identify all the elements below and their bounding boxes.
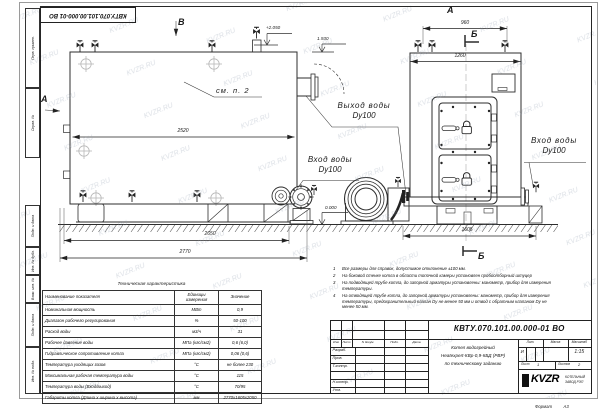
tech-table — [42, 290, 262, 404]
elevation-top: +2.050 — [266, 25, 281, 30]
margin-box-6 — [25, 303, 40, 347]
table-row: Номинальная мощность МВт 0,9 — [43, 305, 262, 316]
port-label-inlet-left — [301, 156, 359, 174]
sheets-value: 2 — [578, 361, 581, 367]
doc-number-stamp-box — [40, 7, 136, 23]
margin-box-3 — [25, 205, 40, 247]
note-item: 4 На отводящей трубе котла, до запорной арматуры установлены: манометр, прибор для измерения температуры, предохранительный клапан Dу не менее 50 мм и отвод с обратным клапаном Dу не менее 50 мм. — [333, 292, 550, 310]
product-name-line2: Heatexpert-КВр-0,9-КБД (РВР) — [440, 353, 506, 358]
margin-box-2 — [25, 88, 40, 158]
margin-label: Инв. № дубл. — [30, 249, 35, 273]
view-label-b-bottom: Б — [478, 251, 485, 261]
dim-front-body: 1260 — [454, 53, 466, 59]
margin-label: Инв. № подл. — [30, 359, 35, 382]
table-row: Гидравлическое сопротивление котла МПа (кгс/см2) 0,06 (0,6) — [43, 349, 262, 360]
see-note-label: см. п. 2 — [216, 86, 250, 95]
view-label-a-side: А — [41, 94, 48, 104]
table-row: Максимальная рабочая температура воды °С 115 — [43, 371, 262, 382]
lit-header: Лит. — [526, 339, 535, 344]
tech-table-title: Техническая характеристика — [117, 281, 186, 287]
row-label-nkontr: Н.контр. — [332, 379, 349, 384]
title-block-doc-number: КВТУ.070.101.00.000-01 ВО — [453, 324, 565, 333]
notes-list — [333, 266, 557, 311]
row-label-prov: Пров. — [332, 355, 343, 360]
note-item: 3 На подводящей трубе котла, до запорной арматуры установлены: манометр, прибор для измерения температуры. — [333, 280, 551, 291]
inlet-size: Dy100 — [318, 164, 342, 174]
dim-front-top: 960 — [460, 20, 470, 26]
kvzr-logo-mark-icon — [522, 374, 529, 387]
dim-side-base: 2650 — [204, 230, 216, 237]
outlet-size: Dy100 — [352, 110, 376, 120]
margin-label: Подп. и дата — [30, 313, 35, 337]
port-label-outlet — [330, 102, 398, 120]
col-header: Наименование показателя — [43, 291, 175, 305]
table-row: Диапазон рабочего регулирования % 50-100 — [43, 316, 262, 327]
rev-header: Подп. — [390, 339, 399, 344]
col-header: Значение — [219, 291, 262, 305]
margin-label: Справ. № — [30, 114, 35, 132]
inlet-size: Dy100 — [542, 145, 566, 155]
tech-table-header — [43, 291, 262, 305]
lit-value: И — [520, 349, 524, 354]
row-label-razrab: Разраб. — [332, 347, 347, 352]
note-item: 1 Все размеры для справок, допустимое отклонение ±100 мм. — [333, 266, 466, 271]
dim-side-overall: 2770 — [179, 248, 191, 255]
product-name-line3: по техническому заданию — [444, 361, 502, 366]
outlet-name: Выход воды — [337, 101, 391, 110]
sheets-label: Листов — [558, 362, 571, 366]
kvzr-logo-text: KVZR — [531, 373, 559, 385]
margin-box-4 — [25, 247, 40, 275]
rev-header: Изм — [333, 339, 339, 344]
dim-side-body: 2520 — [177, 127, 189, 134]
view-label-a-front: А — [447, 5, 454, 15]
view-label-b-top: Б — [471, 29, 478, 39]
view-label-v: В — [178, 17, 185, 27]
margin-box-5 — [25, 275, 40, 303]
table-row: Расход воды м3/ч 31 — [43, 327, 262, 338]
dim-front-base: 1605 — [461, 227, 473, 233]
sheet-value: 1 — [537, 361, 540, 367]
port-label-inlet-right — [522, 137, 586, 155]
table-row: Габариты котла (Длина х ширина х высота) мм 2770х1605х2050 — [43, 393, 262, 404]
table-row: Рабочее давление воды МПа (кгс/см2) 0,6 (6,0) — [43, 338, 262, 349]
inlet-name: Вход воды — [307, 155, 353, 164]
rev-header: N докум. — [361, 339, 375, 344]
margin-box-7 — [25, 347, 40, 394]
logo-subtext-1: КОТЕЛЬНЫЙ — [565, 375, 586, 379]
rev-header: Лист — [342, 339, 351, 344]
format-note — [535, 395, 569, 413]
inlet-name: Вход воды — [530, 136, 578, 145]
elevation-ground: 0.000 — [325, 205, 337, 210]
table-row: Температура воды (Вход/выход) °С 70/95 — [43, 382, 262, 393]
format-label: Формат — [535, 403, 553, 409]
margin-label: Взам. инв. № — [30, 277, 35, 301]
col-header: Единицы измерения — [175, 291, 219, 305]
format-value: А3 — [563, 403, 569, 409]
logo-subtext-2: ЗАВОД РЭП — [565, 380, 584, 384]
row-label-utv: Утв. — [332, 387, 342, 392]
title-block — [330, 320, 592, 394]
scale-header: Масштаб — [571, 339, 587, 344]
doc-number-stamp: КВТУ.070.101.00.000-01 ВО — [49, 12, 127, 18]
elevation-outlet: 1.930 — [317, 36, 329, 41]
row-label-tkontr: Т.контр. — [332, 363, 348, 368]
sheet-label: Лист — [521, 362, 530, 366]
table-row: Температура уходящих газов °С не более 230 — [43, 360, 262, 371]
rev-header: Дата — [412, 339, 421, 344]
margin-label: Перв. примен. — [30, 36, 35, 60]
mass-header: Масса — [550, 339, 561, 344]
scale-value: 1:15 — [574, 349, 585, 355]
product-name-line1: Котел водогрейный — [451, 345, 495, 350]
note-item: 2 На боковой стенке котла в области топочной камеры установлен пробоотборный штуцер — [333, 273, 532, 279]
margin-box-1 — [25, 8, 40, 88]
margin-label: Подп. и дата — [30, 214, 35, 238]
